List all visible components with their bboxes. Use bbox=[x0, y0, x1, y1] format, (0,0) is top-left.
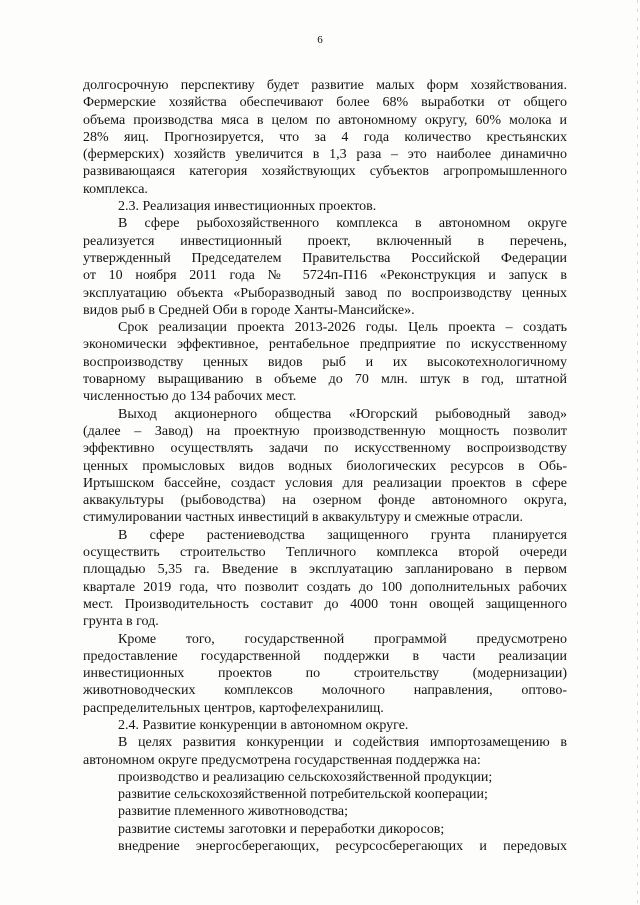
text-line: товарному выращиванию в объеме до 70 млн. штук в год, штатной bbox=[83, 372, 567, 388]
page-number: 6 bbox=[317, 34, 323, 46]
text-line: Кроме того, государственной программой предусмотрено bbox=[118, 631, 567, 647]
text-line: стимулировании частных инвестиций в аквакультуру и смежные отрасли. bbox=[83, 510, 523, 526]
text-line: (фермерских) хозяйств увеличится в 1,3 раза – это наиболее динамично bbox=[83, 147, 567, 163]
text-line: В целях развития конкуренции и содействия импортозамещению в bbox=[118, 735, 567, 751]
text-line: развитие сельскохозяйственной потребительской кооперации; bbox=[118, 787, 488, 803]
text-line: развивающаяся категория хозяйствующих субъектов агропромышленного bbox=[83, 164, 567, 180]
text-line: долгосрочную перспективу будет развитие малых форм хозяйствования. bbox=[83, 78, 567, 93]
text-line: Срок реализации проекта 2013-2026 годы. Цель проекта – создать bbox=[118, 320, 567, 336]
text-line: утвержденный Председателем Правительства Российской Федерации bbox=[83, 250, 567, 266]
text-line: квартале 2019 года, что позволит создать до 100 дополнительных рабочих bbox=[83, 579, 567, 595]
text-line: ценных промысловых видов водных биологических ресурсов в Обь- bbox=[83, 458, 567, 474]
text-line: 28% яиц. Прогнозируется, что за 4 года количество крестьянских bbox=[83, 129, 567, 145]
text-line: В сфере рыбохозяйственного комплекса в автономном округе bbox=[118, 216, 567, 232]
scan-edge-mark bbox=[637, 0, 638, 905]
text-line: экономически эффективное, рентабельное предприятие по искусственному bbox=[83, 337, 567, 353]
text-line: комплекса. bbox=[83, 181, 148, 197]
text-line: Фермерские хозяйства обеспечивают более 68% выработки от общего bbox=[83, 95, 567, 111]
text-line: численностью до 134 рабочих мест. bbox=[83, 389, 297, 405]
text-line: В сфере растениеводства защищенного грунта планируется bbox=[118, 527, 567, 543]
text-line: автономном округе предусмотрена государственная поддержка на: bbox=[83, 752, 481, 768]
text-line: предоставление государственной поддержки в части реализации bbox=[83, 648, 567, 664]
text-line: инвестиционных проектов по строительству (модернизации) bbox=[83, 666, 567, 682]
text-line: аквакультуры (рыбоводства) на озерном фонде автономного округа, bbox=[83, 493, 567, 509]
text-line: осуществить строительство Тепличного комплекса второй очереди bbox=[83, 545, 567, 561]
text-line: Иртышском бассейне, создаст условия для реализации проектов в сфере bbox=[83, 475, 567, 491]
text-line: площадью 5,35 га. Введение в эксплуатацию запланировано в первом bbox=[83, 562, 567, 578]
text-line: 2.3. Реализация инвестиционных проектов. bbox=[118, 199, 377, 215]
text-line: от 10 ноября 2011 года № 5724п-П16 «Реконструкция и запуск в bbox=[83, 268, 567, 284]
text-line: видов рыб в Средней Оби в городе Ханты-Мансийске». bbox=[83, 302, 415, 318]
document-body bbox=[83, 77, 567, 855]
text-line: производство и реализацию сельскохозяйственной продукции; bbox=[118, 769, 493, 785]
text-line: развитие системы заготовки и переработки дикоросов; bbox=[118, 821, 445, 837]
text-line: 2.4. Развитие конкуренции в автономном округе. bbox=[118, 717, 409, 733]
text-line: объема производства мяса в целом по автономному округу, 60% молока и bbox=[83, 112, 567, 128]
text-line: воспроизводству ценных видов рыб и их высокотехнологичному bbox=[83, 354, 567, 370]
text-line: грунта в год. bbox=[83, 614, 159, 630]
text-line: распределительных центров, картофелехранилищ. bbox=[83, 700, 384, 716]
text-line: эффективно осуществлять задачи по искусственному воспроизводству bbox=[83, 441, 567, 457]
text-line: Выход акционерного общества «Югорский рыбоводный завод» bbox=[118, 406, 567, 422]
text-line: развитие племенного животноводства; bbox=[118, 804, 349, 820]
text-line: внедрение энергосберегающих, ресурсосберегающих и передовых bbox=[118, 839, 567, 855]
text-line: эксплуатацию объекта «Рыборазводный завод по воспроизводству ценных bbox=[83, 285, 567, 301]
text-line: животноводческих комплексов молочного направления, оптово- bbox=[83, 683, 567, 699]
text-line: (далее – Завод) на проектную производственную мощность позволит bbox=[83, 423, 567, 439]
text-line: реализуется инвестиционный проект, включенный в перечень, bbox=[83, 233, 567, 249]
text-line: мест. Производительность составит до 4000 тонн овощей защищенного bbox=[83, 596, 567, 612]
